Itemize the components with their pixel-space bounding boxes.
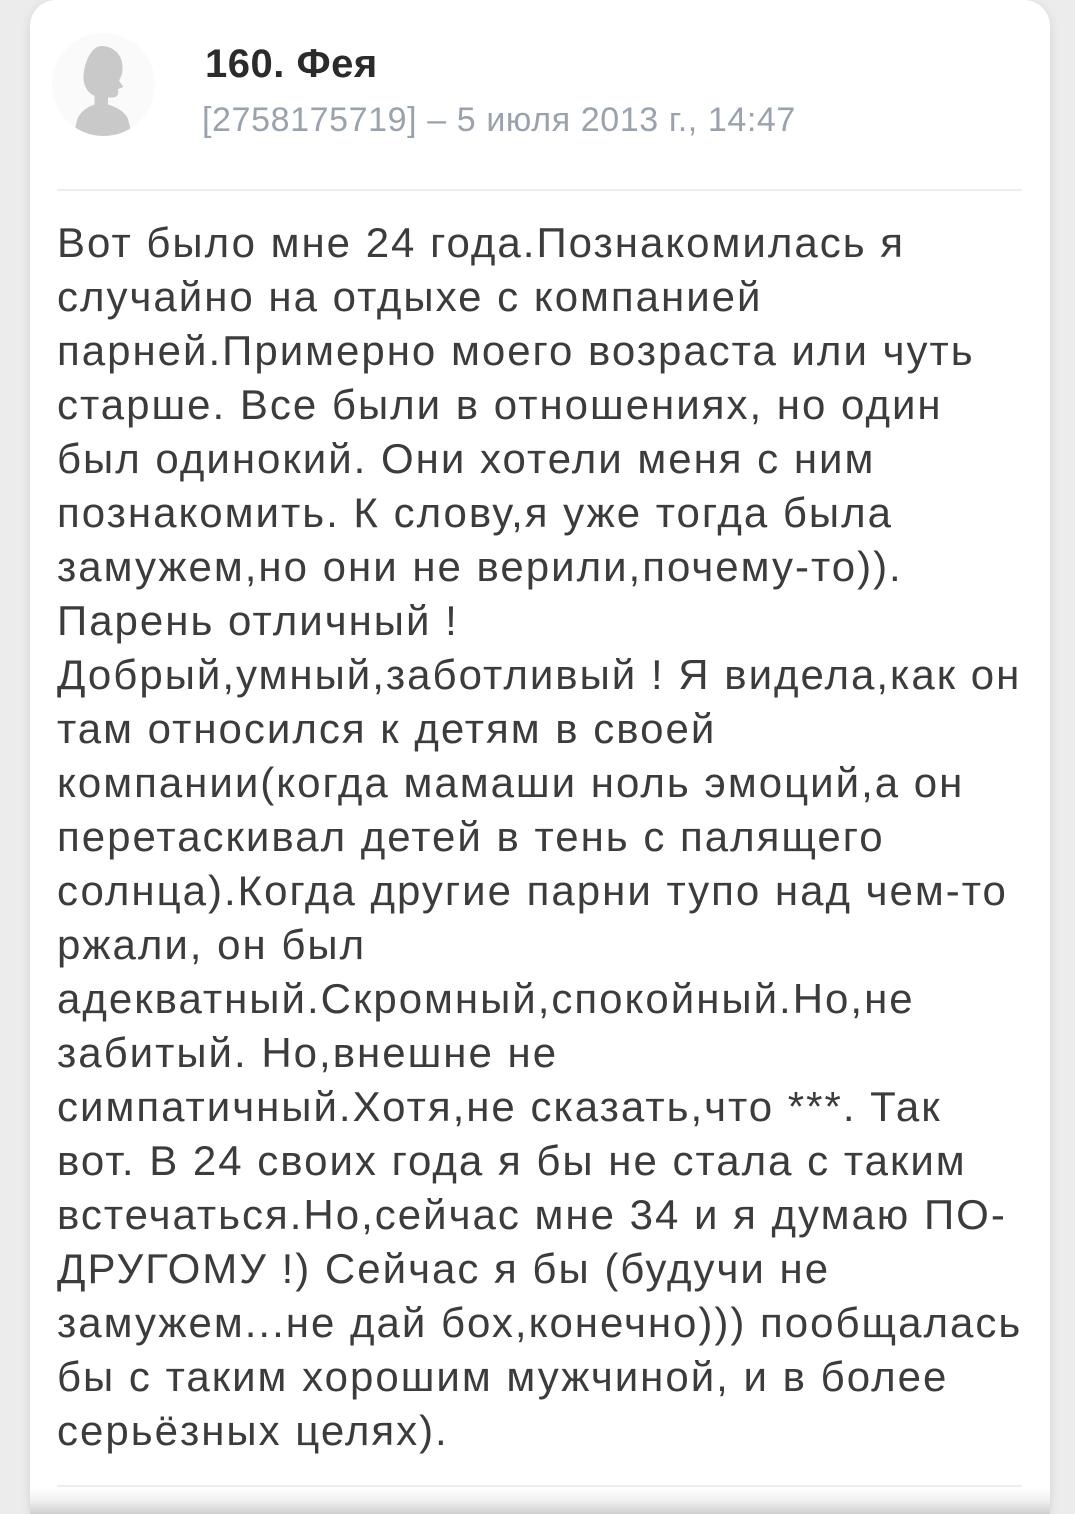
comment-body	[57, 216, 1032, 1458]
header-divider	[57, 189, 1022, 191]
body-line: замужем...не дай бох,конечно))) пообщалась	[57, 1299, 1023, 1346]
body-line: симпатичный.Хотя,не сказать,что ***. Так	[57, 1083, 942, 1130]
body-line: адекватный.Скромный,спокойный.Но,не	[57, 975, 915, 1022]
body-line: парней.Примерно моего возраста или чуть	[57, 327, 975, 374]
body-line: солнца).Когда другие парни тупо над чем-то	[57, 867, 1008, 914]
comment-id-and-timestamp-link[interactable]: [2758175719] – 5 июля 2013 г., 14:47	[202, 101, 796, 139]
body-line: замужем,но они не верили,почему-то)).	[57, 543, 903, 590]
bottom-fade	[30, 1488, 1050, 1514]
author-name: 160. Фея	[205, 42, 378, 86]
person-silhouette-icon	[52, 33, 155, 136]
body-line: встечаться.Но,сейчас мне 34 и я думаю ПО-	[57, 1191, 1007, 1238]
body-line: перетаскивал детей в тень с палящего	[57, 813, 885, 860]
body-line: случайно на отдыхе с компанией	[57, 273, 763, 320]
body-line: Вот было мне 24 года.Познакомилась я	[57, 219, 906, 266]
body-line: забитый. Но,внешне не	[57, 1029, 559, 1076]
body-line: бы с таким хорошим мужчиной, и в более	[57, 1353, 949, 1400]
body-line: компании(когда мамаши ноль эмоций,а он	[57, 759, 965, 806]
avatar	[52, 33, 155, 136]
footer-divider	[57, 1485, 1022, 1487]
body-line: ржали, он был	[57, 921, 367, 968]
body-line: вот. В 24 своих года я бы не стала с таким	[57, 1137, 967, 1184]
body-line: серьёзных целях).	[57, 1407, 449, 1454]
body-line: ДРУГОМУ !) Сейчас я бы (будучи не	[57, 1245, 831, 1292]
body-line: Парень отличный !	[57, 597, 459, 644]
body-line: Добрый,умный,заботливый ! Я видела,как он	[57, 651, 1022, 698]
comment-card	[30, 0, 1050, 1514]
body-line: там относился к детям в своей	[57, 705, 717, 752]
body-line: познакомить. К слову,я уже тогда была	[57, 489, 893, 536]
body-line: старше. Все были в отношениях, но один	[57, 381, 943, 428]
body-line: был одинокий. Они хотели меня с ним	[57, 435, 876, 482]
